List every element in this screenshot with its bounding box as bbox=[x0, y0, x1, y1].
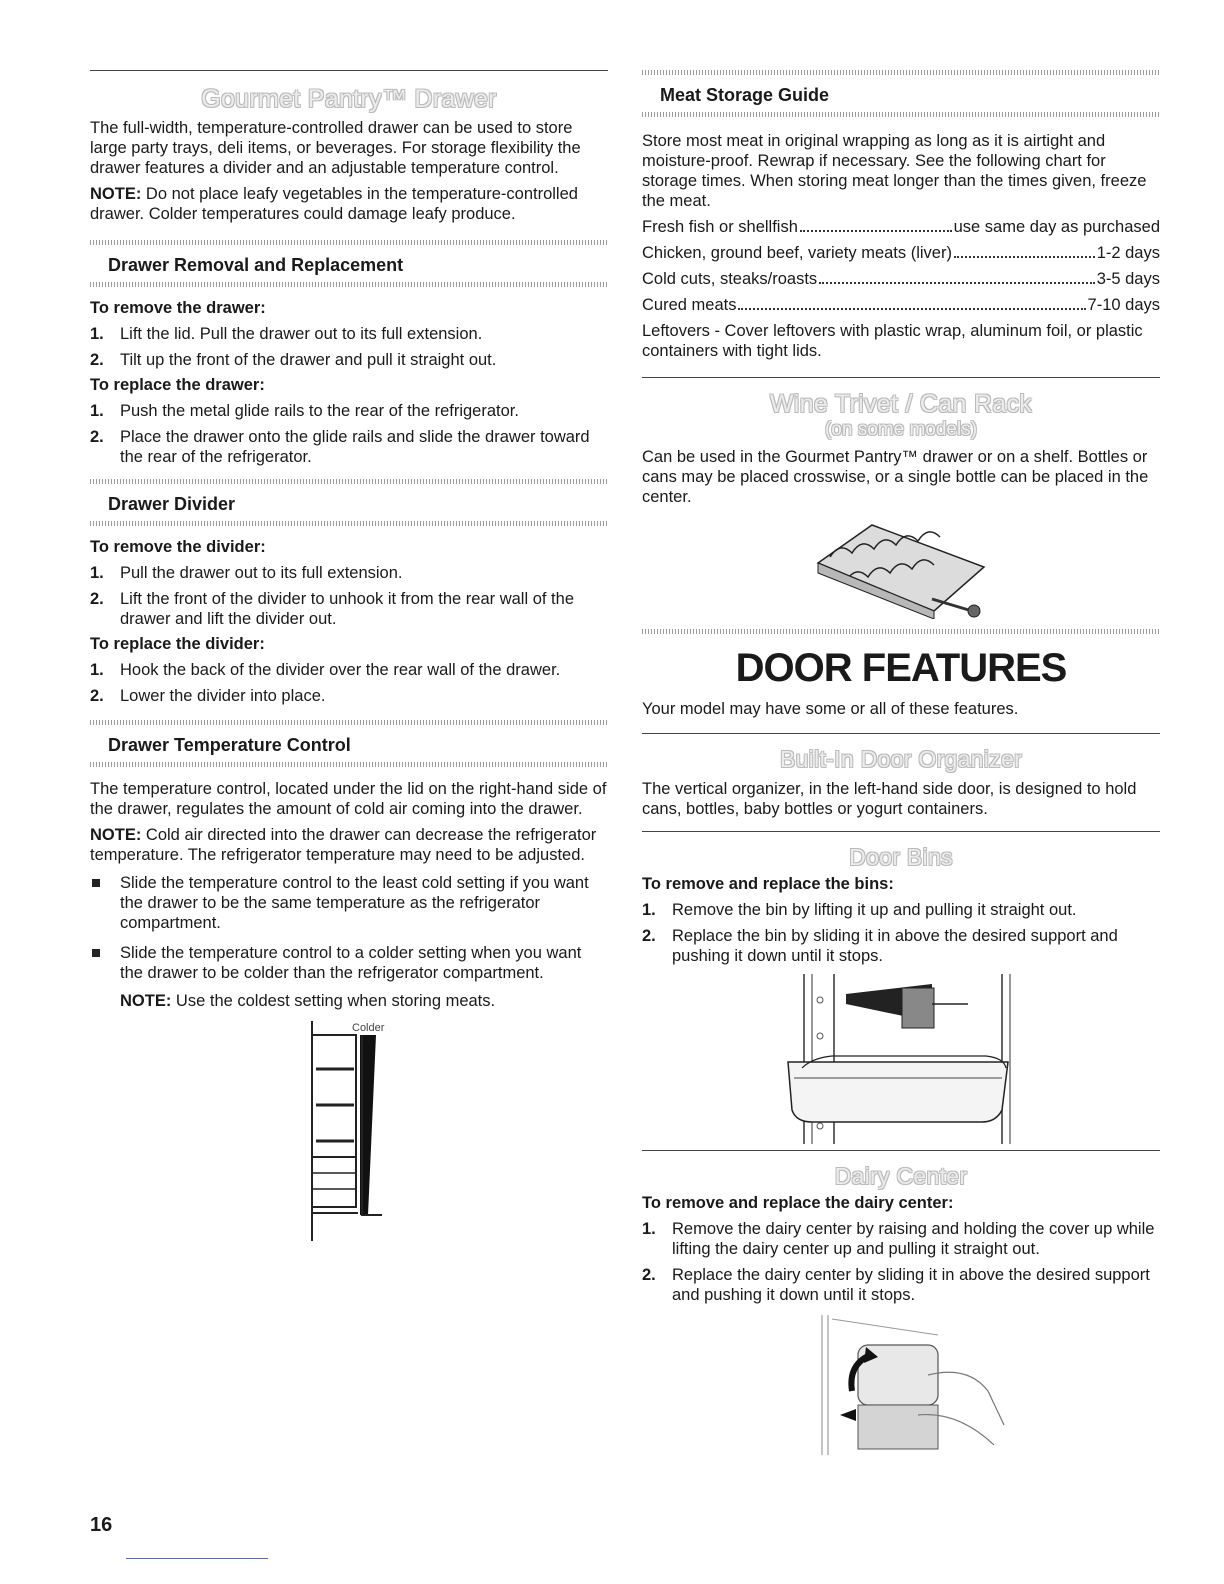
right-column bbox=[642, 70, 1160, 1455]
table-row: Cold cuts, steaks/roasts 3-5 days bbox=[642, 270, 1160, 288]
list-item: 2. Tilt up the front of the drawer and pull it straight out. bbox=[90, 351, 497, 369]
divider-heading: Drawer Divider bbox=[108, 494, 236, 514]
section-rule bbox=[642, 377, 1160, 378]
remove-divider-label: To remove the divider: bbox=[90, 538, 266, 556]
list-item: 1. Pull the drawer out to its full extension. bbox=[90, 564, 403, 582]
list-item: 1. Remove the dairy center by raising and holding the cover up while lifting the dairy center up and pulling it straight out. bbox=[642, 1220, 1155, 1258]
wine-trivet-subtitle: (on some models) bbox=[824, 419, 978, 440]
table-row: Fresh fish or shellfish use same day as purchased bbox=[642, 218, 1160, 236]
door-bin-image bbox=[782, 974, 1022, 1144]
meat-intro: Store most meat in original wrapping as long as it is airtight and moisture-proof. Rewrap if necessary. See the following chart for storage times. When storing meat longer than the times given, freeze the meat. bbox=[642, 132, 1147, 210]
page-number: 16 bbox=[90, 1514, 113, 1536]
door-features-title: DOOR FEATURES bbox=[735, 646, 1067, 690]
dairy-center-illustration bbox=[818, 1315, 1160, 1455]
door-organizer-text: The vertical organizer, in the left-hand side door, is designed to hold cans, bottles, baby bottles or yogurt containers. bbox=[642, 780, 1137, 818]
section-divider bbox=[642, 112, 1160, 117]
door-features-text: Your model may have some or all of these features. bbox=[642, 700, 1019, 718]
section-divider bbox=[90, 762, 608, 767]
wine-rack-illustration bbox=[812, 519, 1160, 619]
colder-label: Colder bbox=[352, 1022, 385, 1034]
temp-note: NOTE: Cold air directed into the drawer can decrease the refrigerator temperature. The refrigerator temperature may need to be adjusted. bbox=[90, 826, 597, 864]
removal-heading: Drawer Removal and Replacement bbox=[108, 255, 404, 275]
list-item: 2. Lift the front of the divider to unhook it from the rear wall of the drawer and lift the divider out. bbox=[90, 590, 574, 628]
list-item: 1. Lift the lid. Pull the drawer out to its full extension. bbox=[90, 325, 483, 343]
dairy-center-steps bbox=[642, 1219, 1160, 1305]
wine-trivet-title: Wine Trivet / Can Rack bbox=[769, 390, 1033, 418]
wine-trivet-text: Can be used in the Gourmet Pantry™ drawer or on a shelf. Bottles or cans may be placed crosswise, or a single bottle can be placed in the center. bbox=[642, 448, 1149, 506]
dairy-center-title: Dairy Center bbox=[834, 1163, 968, 1189]
remove-divider-steps bbox=[90, 563, 608, 629]
temp-control-heading: Drawer Temperature Control bbox=[108, 735, 351, 755]
door-bin-illustration bbox=[782, 974, 1160, 1144]
dairy-center-label: To remove and replace the dairy center: bbox=[642, 1194, 954, 1212]
section-rule bbox=[642, 733, 1160, 734]
temp-note-meats: NOTE: Use the coldest setting when storing meats. bbox=[120, 992, 496, 1010]
door-organizer-title: Built-In Door Organizer bbox=[779, 746, 1023, 772]
table-row: Cured meats 7-10 days bbox=[642, 296, 1160, 314]
door-bins-label: To remove and replace the bins: bbox=[642, 875, 894, 893]
section-divider bbox=[90, 521, 608, 526]
meat-storage-table bbox=[642, 217, 1160, 315]
top-rule bbox=[90, 70, 608, 71]
list-item: Slide the temperature control to a colder setting when you want the drawer to be colder than the refrigerator compartment. bbox=[90, 943, 608, 983]
remove-drawer-label: To remove the drawer: bbox=[90, 299, 266, 317]
list-item: 2. Replace the bin by sliding it in above the desired support and pushing it down until it stops. bbox=[642, 927, 1118, 965]
temp-intro: The temperature control, located under the lid on the right-hand side of the drawer, regulates the amount of cold air coming into the drawer. bbox=[90, 780, 607, 818]
pantry-drawer-title: Gourmet Pantry™ Drawer bbox=[201, 85, 497, 113]
leftovers-text: Leftovers - Cover leftovers with plastic wrap, aluminum foil, or plastic containers with tight lids. bbox=[642, 322, 1143, 360]
list-item: 2. Place the drawer onto the glide rails and slide the drawer toward the rear of the refrigerator. bbox=[90, 428, 590, 466]
temp-bullets bbox=[90, 873, 608, 983]
remove-drawer-steps bbox=[90, 324, 608, 370]
temperature-slider-illustration bbox=[304, 1017, 414, 1247]
section-divider bbox=[90, 282, 608, 287]
door-bins-title: Door Bins bbox=[849, 844, 953, 870]
list-item: 1. Hook the back of the divider over the rear wall of the drawer. bbox=[90, 661, 561, 679]
list-item: Slide the temperature control to the least cold setting if you want the drawer to be the same temperature as the refrigerator compartment. bbox=[90, 873, 608, 933]
list-item: 2. Lower the divider into place. bbox=[90, 687, 326, 705]
left-column bbox=[90, 70, 608, 1247]
replace-divider-label: To replace the divider: bbox=[90, 635, 265, 653]
list-item: 1. Push the metal glide rails to the rear of the refrigerator. bbox=[90, 402, 519, 420]
replace-drawer-steps bbox=[90, 401, 608, 467]
pantry-intro: The full-width, temperature-controlled drawer can be used to store large party trays, deli items, or beverages. For storage flexibility the drawer features a divider and an adjustable temperature control. bbox=[90, 119, 581, 177]
pantry-note: NOTE: Do not place leafy vegetables in the temperature-controlled drawer. Colder temperatures could damage leafy produce. bbox=[90, 185, 578, 223]
footer-link-line bbox=[126, 1558, 268, 1559]
replace-divider-steps bbox=[90, 660, 608, 706]
table-row: Chicken, ground beef, variety meats (liver) 1-2 days bbox=[642, 244, 1160, 262]
meat-storage-heading: Meat Storage Guide bbox=[660, 85, 830, 105]
list-item: 2. Replace the dairy center by sliding it in above the desired support and pushing it down until it stops. bbox=[642, 1266, 1150, 1304]
door-bins-steps bbox=[642, 900, 1160, 966]
replace-drawer-label: To replace the drawer: bbox=[90, 376, 265, 394]
list-item: 1. Remove the bin by lifting it up and pulling it straight out. bbox=[642, 901, 1077, 919]
dairy-center-image bbox=[818, 1315, 1008, 1455]
temperature-control-diagram bbox=[304, 1017, 608, 1247]
section-divider bbox=[642, 629, 1160, 634]
section-rule bbox=[642, 831, 1160, 832]
wine-rack-image bbox=[812, 519, 1002, 619]
section-rule bbox=[642, 1150, 1160, 1151]
